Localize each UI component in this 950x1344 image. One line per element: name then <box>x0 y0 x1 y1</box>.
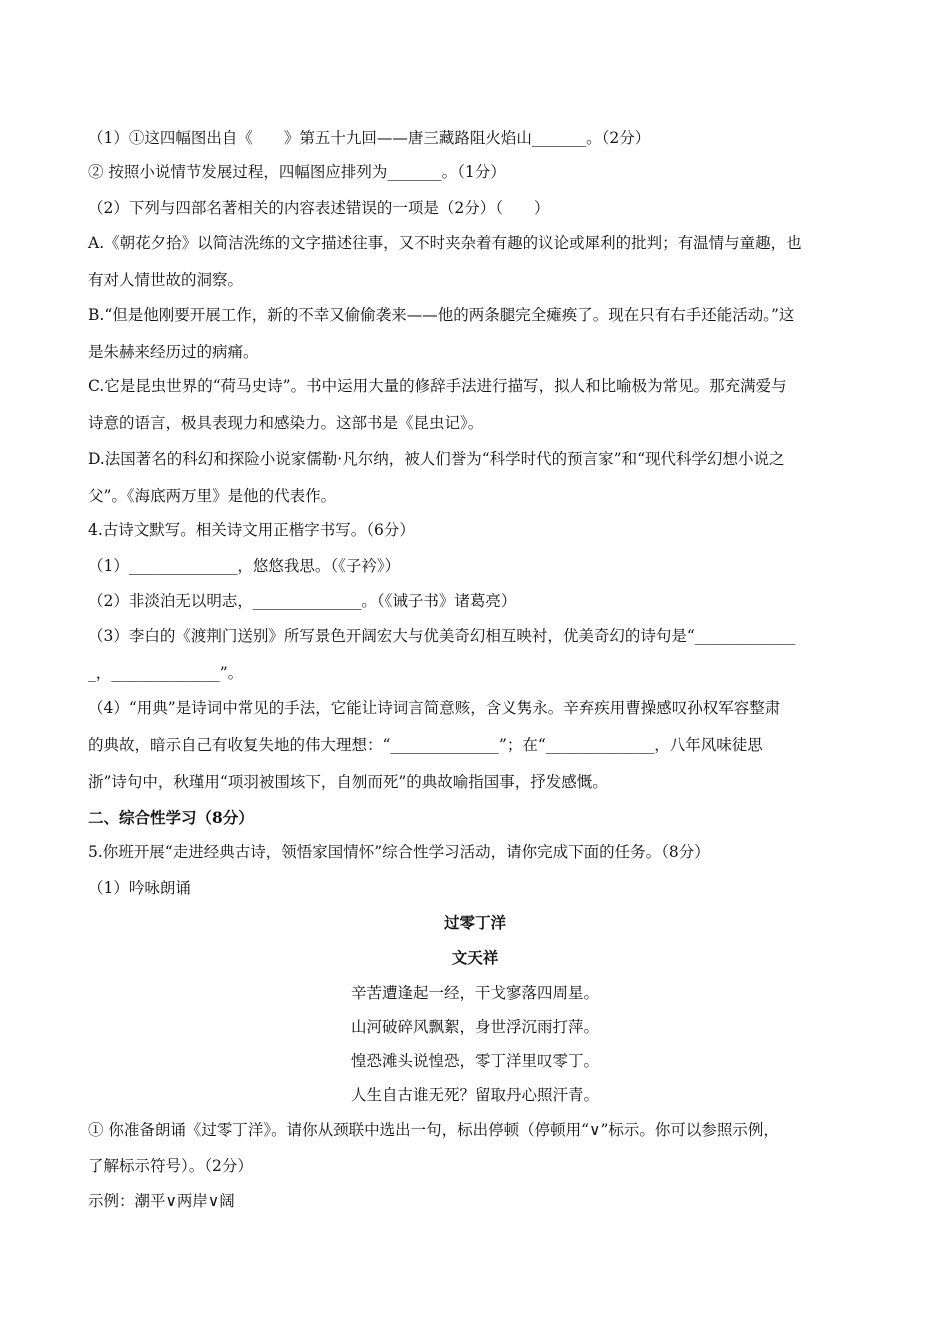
question-1-part-2: （2）下列与四部名著相关的内容表述错误的一项是（2分）（ ） <box>88 199 550 217</box>
poem-line-4: 人生自古谁无死？留取丹心照汗青。 <box>350 1086 599 1104</box>
question-4-item-3-line-2: _，______________”。 <box>88 664 244 682</box>
option-c-line-2: 诗意的语言，极具表现力和感染力。这部书是《昆虫记》。 <box>88 414 484 432</box>
poem-author: 文天祥 <box>451 948 499 967</box>
option-a-line-1: A.《朝花夕拾》以简洁洗练的文字描述往事，又不时夹杂着有趣的议论或犀利的批判；有温情与童趣，也 <box>88 234 802 252</box>
option-b-line-1: B.“但是他刚要开展工作，新的不幸又偷偷袭来——他的两条腿完全瘫痪了。现在只有右手还能活动。”这 <box>88 306 795 324</box>
question-4: 4.古诗文默写。相关诗文用正楷字书写。（6分） <box>88 521 415 539</box>
question-5-task-1-line-1: ① 你准备朗诵《过零丁洋》。请你从颈联中选出一句，标出停顿（停顿用“∨”标示。你可以参照示例， <box>88 1121 779 1139</box>
poem-line-1: 辛苦遭逢起一经，干戈寥落四周星。 <box>350 984 599 1002</box>
question-4-item-3-line-1: （3）李白的《渡荆门送别》所写景色开阔宏大与优美奇幻相互映衬，优美奇幻的诗句是“_____________ <box>88 627 796 645</box>
poem-title: 过零丁洋 <box>443 913 506 932</box>
poem-line-3: 惶恐滩头说惶恐，零丁洋里叹零丁。 <box>350 1052 599 1070</box>
option-a-line-2: 有对人情世故的洞察。 <box>88 271 244 289</box>
question-4-item-4-line-1: （4）“用典”是诗词中常见的手法，它能让诗词言简意赅，含义隽永。辛弃疾用曹操感叹孙权军容整肃 <box>88 699 781 717</box>
question-5-part-1: （1）吟咏朗诵 <box>88 879 191 897</box>
option-d-line-1: D.法国著名的科幻和探险小说家儒勒·凡尔纳，被人们誉为“科学时代的预言家”和“现代科学幻想小说之 <box>88 450 785 468</box>
option-b-line-2: 是朱赫来经历过的病痛。 <box>88 343 259 361</box>
question-4-item-4-line-3: 浙”诗句中，秋瑾用“项羽被围垓下，自刎而死”的典故喻指国事，抒发感慨。 <box>88 773 608 791</box>
poem-line-2: 山河破碎风飘絮，身世浮沉雨打萍。 <box>350 1018 599 1036</box>
question-1-part-1: （1）①这四幅图出自《 》第五十九回——唐三藏路阻火焰山_______。（2分） <box>88 129 651 147</box>
question-1-part-1b: ② 按照小说情节发展过程，四幅图应排列为_______。（1分） <box>88 163 506 181</box>
section-2-heading: 二、综合性学习（8分） <box>88 808 254 827</box>
question-4-item-1: （1）______________，悠悠我思。（《子衿》） <box>88 557 401 575</box>
example-line: 示例：潮平∨两岸∨阔 <box>88 1192 235 1210</box>
option-c-line-1: C.它是昆虫世界的“荷马史诗”。书中运用大量的修辞手法进行描写，拟人和比喻极为常见。那充满爱与 <box>88 377 787 395</box>
question-4-item-4-line-2: 的典故，暗示自己有收复失地的伟大理想：“______________”；在“______________，八年风味徒思 <box>88 736 763 754</box>
question-5-task-1-line-2: 了解标示符号）。（2分） <box>88 1157 253 1175</box>
question-4-item-2: （2）非淡泊无以明志，______________。（《诫子书》诸葛亮） <box>88 592 517 610</box>
question-5: 5.你班开展“走进经典古诗，领悟家国情怀”综合性学习活动，请你完成下面的任务。（8分） <box>88 843 710 861</box>
option-d-line-2: 父”。《海底两万里》是他的代表作。 <box>88 487 337 505</box>
